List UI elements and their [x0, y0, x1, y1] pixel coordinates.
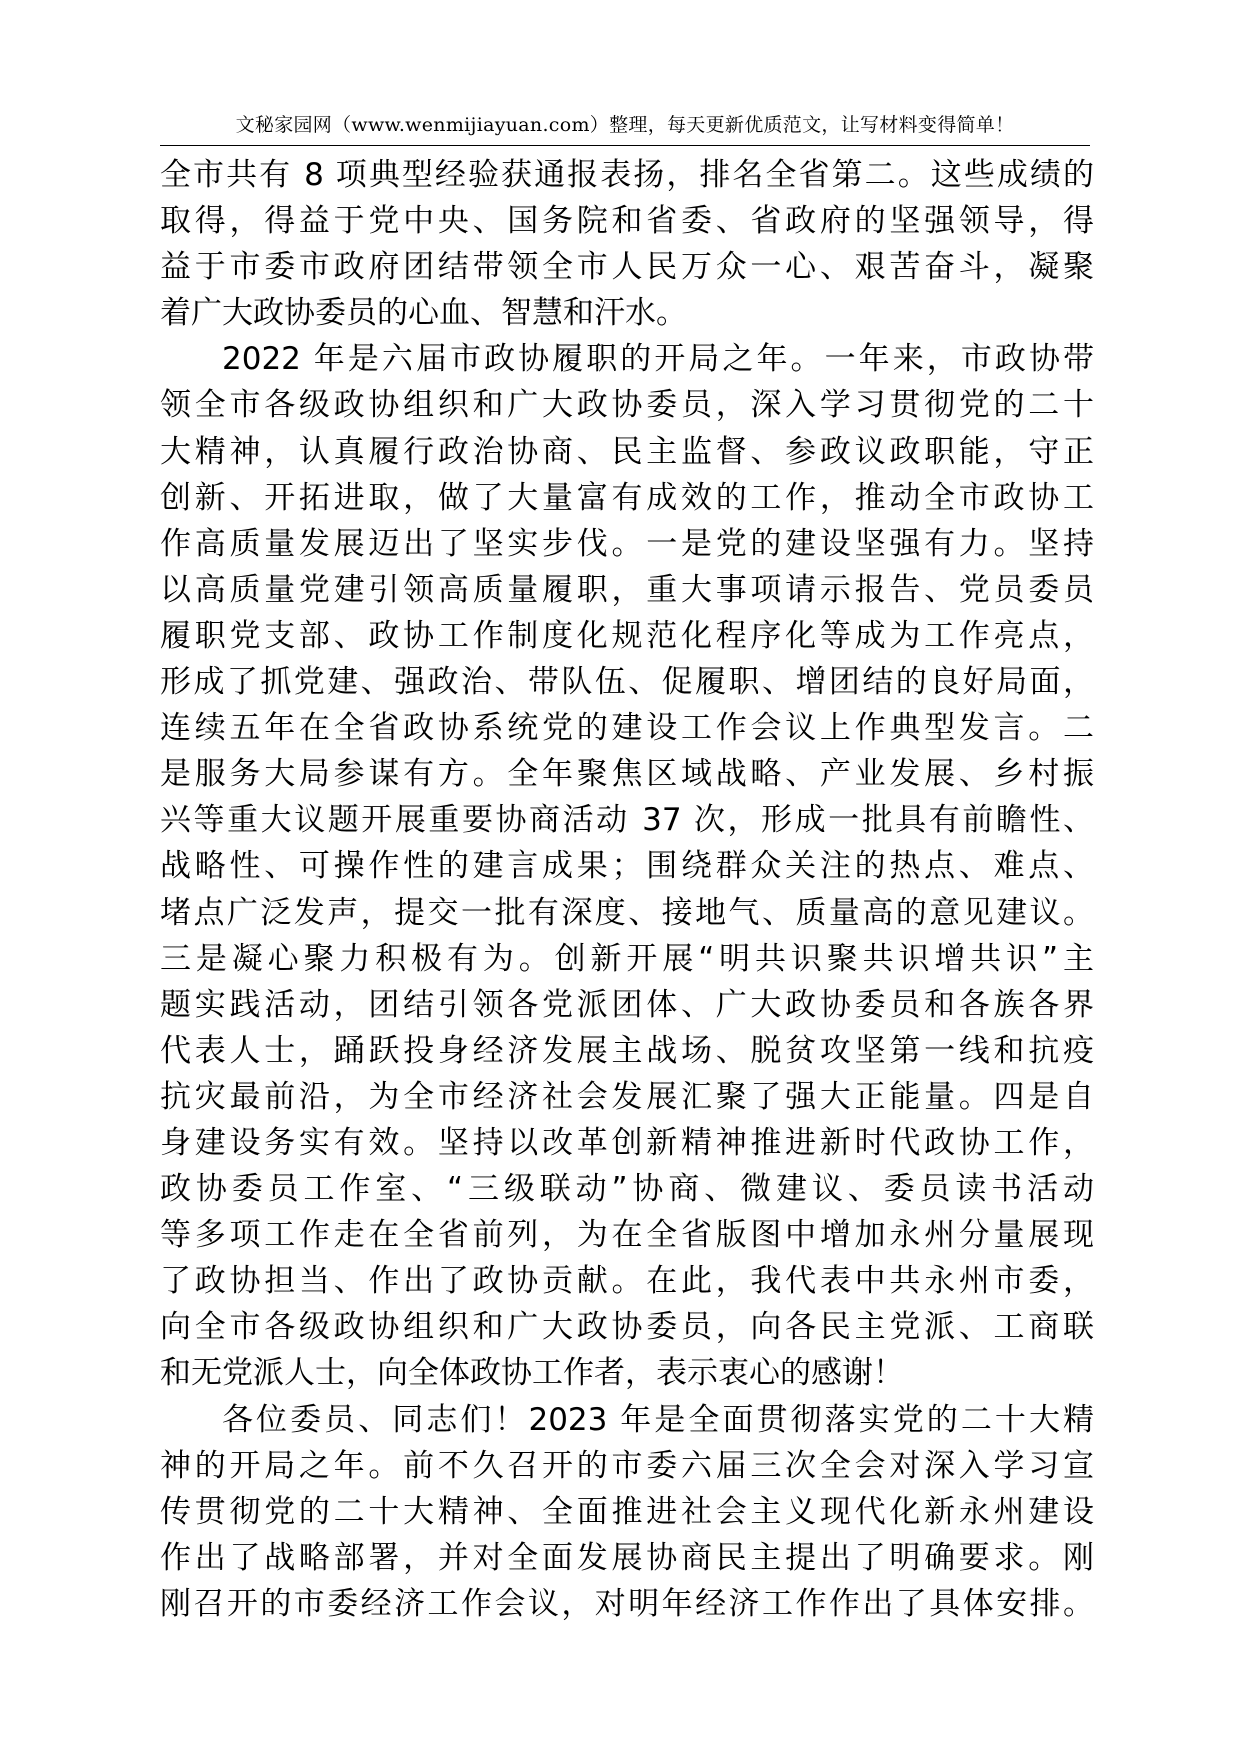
body-line: 战略性、可操作性的建言成果；围绕群众关注的热点、难点、 — [160, 848, 1094, 885]
body-line: 抗灾最前沿，为全市经济社会发展汇聚了强大正能量。四是自 — [160, 1078, 1094, 1115]
body-line: 身建设务实有效。坚持以改革创新精神推进新时代政协工作， — [160, 1124, 1094, 1161]
body-line: 是服务大局参谋有方。全年聚焦区域战略、产业发展、乡村振 — [160, 756, 1094, 793]
body-line: 作出了战略部署，并对全面发展协商民主提出了明确要求。刚 — [160, 1539, 1094, 1576]
body-line: 着广大政协委员的心血、智慧和汗水。 — [160, 295, 687, 332]
body-line: 履职党支部、政协工作制度化规范化程序化等成为工作亮点， — [160, 617, 1094, 654]
body-line: 领全市各级政协组织和广大政协委员，深入学习贯彻党的二十 — [160, 387, 1094, 424]
page-header: 文秘家园网（www.wenmijiayuan.com）整理，每天更新优质范文，让写材料变得简单！ — [235, 114, 1015, 136]
body-line: 兴等重大议题开展重要协商活动 37 次，形成一批具有前瞻性、 — [160, 802, 1094, 839]
body-line: 和无党派人士，向全体政协工作者，表示衷心的感谢！ — [160, 1355, 904, 1392]
body-line: 形成了抓党建、强政治、带队伍、促履职、增团结的良好局面， — [160, 664, 1094, 701]
body-line: 三是凝心聚力积极有为。创新开展“明共识聚共识增共识”主 — [160, 940, 1094, 977]
body-line: 政协委员工作室、“三级联动”协商、微建议、委员读书活动 — [160, 1171, 1094, 1208]
body-line: 堵点广泛发声，提交一批有深度、接地气、质量高的意见建议。 — [160, 894, 1094, 931]
body-line: 作高质量发展迈出了坚实步伐。一是党的建设坚强有力。坚持 — [160, 525, 1094, 562]
body-line: 代表人士，踊跃投身经济发展主战场、脱贫攻坚第一线和抗疫 — [160, 1032, 1094, 1069]
body-line: 传贯彻党的二十大精神、全面推进社会主义现代化新永州建设 — [160, 1493, 1094, 1530]
body-line: 以高质量党建引领高质量履职，重大事项请示报告、党员委员 — [160, 571, 1094, 608]
body-line: 益于市委市政府团结带领全市人民万众一心、艰苦奋斗，凝聚 — [160, 249, 1094, 286]
paragraph-first-line: 2022 年是六届市政协履职的开局之年。一年来，市政协带 — [222, 341, 1094, 378]
body-line: 题实践活动，团结引领各党派团体、广大政协委员和各族各界 — [160, 986, 1094, 1023]
header-divider — [160, 145, 1090, 146]
body-line: 刚召开的市委经济工作会议，对明年经济工作作出了具体安排。 — [160, 1585, 1094, 1622]
body-line: 连续五年在全省政协系统党的建设工作会议上作典型发言。二 — [160, 710, 1094, 747]
body-line: 向全市各级政协组织和广大政协委员，向各民主党派、工商联 — [160, 1309, 1094, 1346]
body-line: 大精神，认真履行政治协商、民主监督、参政议政职能，守正 — [160, 433, 1094, 470]
body-line: 神的开局之年。前不久召开的市委六届三次全会对深入学习宣 — [160, 1447, 1094, 1484]
body-line: 等多项工作走在全省前列，为在全省版图中增加永州分量展现 — [160, 1217, 1094, 1254]
body-line: 了政协担当、作出了政协贡献。在此，我代表中共永州市委， — [160, 1263, 1094, 1300]
body-line: 取得，得益于党中央、国务院和省委、省政府的坚强领导，得 — [160, 203, 1094, 240]
paragraph-first-line: 各位委员、同志们！2023 年是全面贯彻落实党的二十大精 — [222, 1401, 1094, 1438]
body-line: 全市共有 8 项典型经验获通报表扬，排名全省第二。这些成绩的 — [160, 157, 1094, 193]
document-body — [160, 152, 1094, 1627]
body-line: 创新、开拓进取，做了大量富有成效的工作，推动全市政协工 — [160, 479, 1094, 516]
